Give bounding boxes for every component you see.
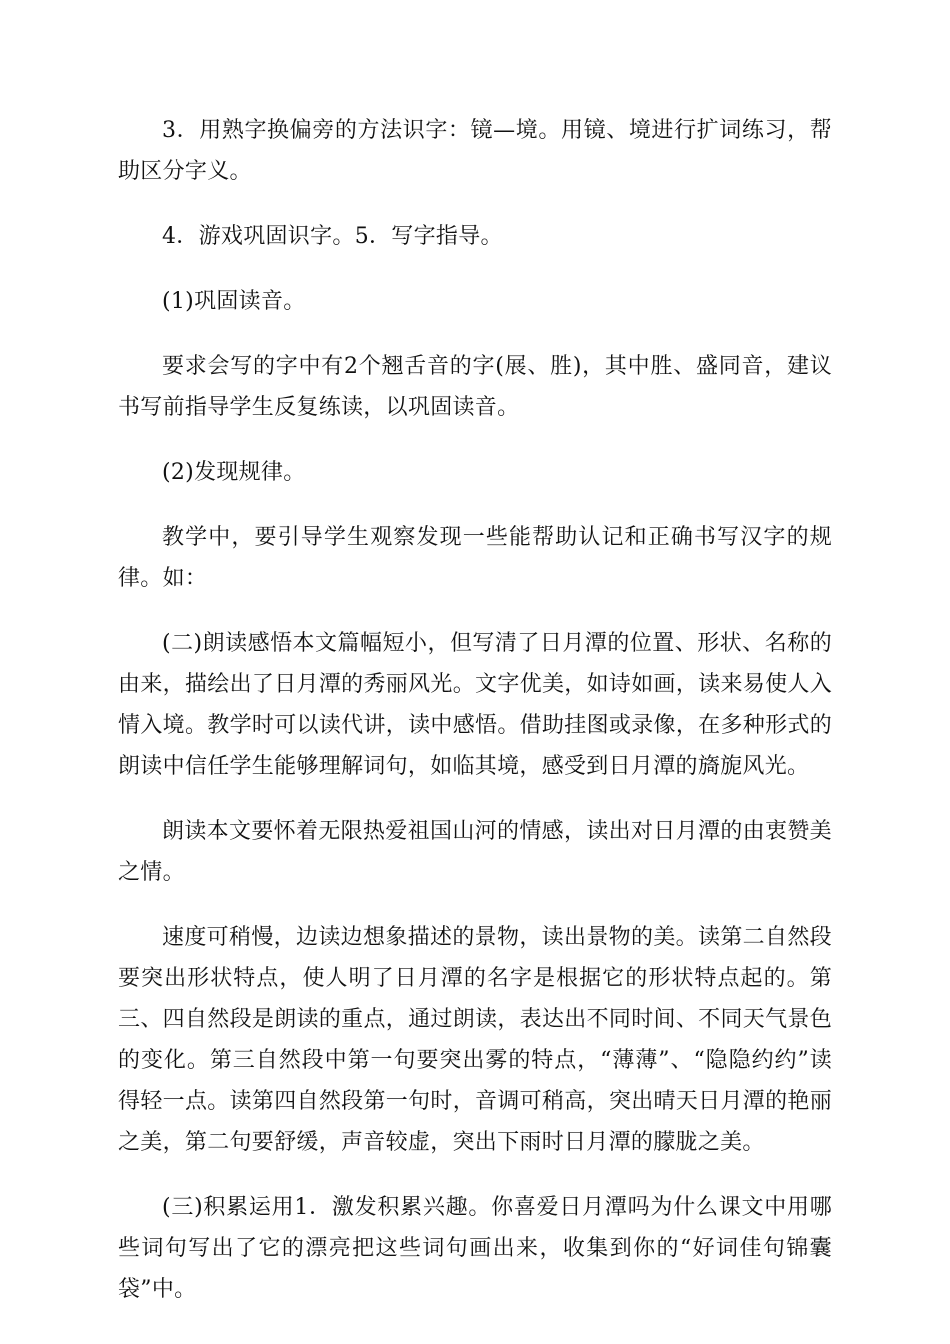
paragraph-4: 要求会写的字中有2个翘舌音的字(展、胜)，其中胜、盛同音，建议书写前指导学生反复练读，以巩固读音。: [118, 354, 832, 420]
paragraph-9: 速度可稍慢，边读边想象描述的景物，读出景物的美。读第二自然段要突出形状特点，使人明了日月潭的名字是根据它的形状特点起的。第三、四自然段是朗读的重点，通过朗读，表达出不同时间、不同天气景色的变化。第三自然段中第一句要突出雾的特点，“薄薄”、“隐隐约约”读得轻一点。读第四自然段第一句时，音调可稍高，突出晴天日月潭的艳丽之美，第二句要舒缓，声音较虚，突出下雨时日月潭的朦胧之美。: [118, 925, 832, 1155]
paragraph-3: (1)巩固读音。: [162, 289, 306, 314]
paragraph-7: (二)朗读感悟本文篇幅短小，但写清了日月潭的位置、形状、名称的由来，描绘出了日月潭的秀丽风光。文字优美，如诗如画，读来易使人入情入境。教学时可以读代讲，读中感悟。借助挂图或录像，在多种形式的朗读中信任学生能够理解词句，如临其境，感受到日月潭的旖旎风光。: [118, 631, 832, 779]
paragraph-6: 教学中，要引导学生观察发现一些能帮助认记和正确书写汉字的规律。如：: [118, 525, 832, 591]
paragraph-8: 朗读本文要怀着无限热爱祖国山河的情感，读出对日月潭的由衷赞美之情。: [118, 819, 832, 885]
paragraph-2: 4．游戏巩固识字。5．写字指导。: [162, 224, 503, 249]
paragraph-1: 3．用熟字换偏旁的方法识字：镜—境。用镜、境进行扩词练习，帮助区分字义。: [118, 118, 832, 184]
paragraph-5: (2)发现规律。: [162, 460, 306, 485]
paragraph-10: (三)积累运用1．激发积累兴趣。你喜爱日月潭吗为什么课文中用哪些词句写出了它的漂亮把这些词句画出来，收集到你的“好词佳句锦囊袋”中。: [118, 1195, 832, 1302]
document-body: [118, 110, 832, 1334]
